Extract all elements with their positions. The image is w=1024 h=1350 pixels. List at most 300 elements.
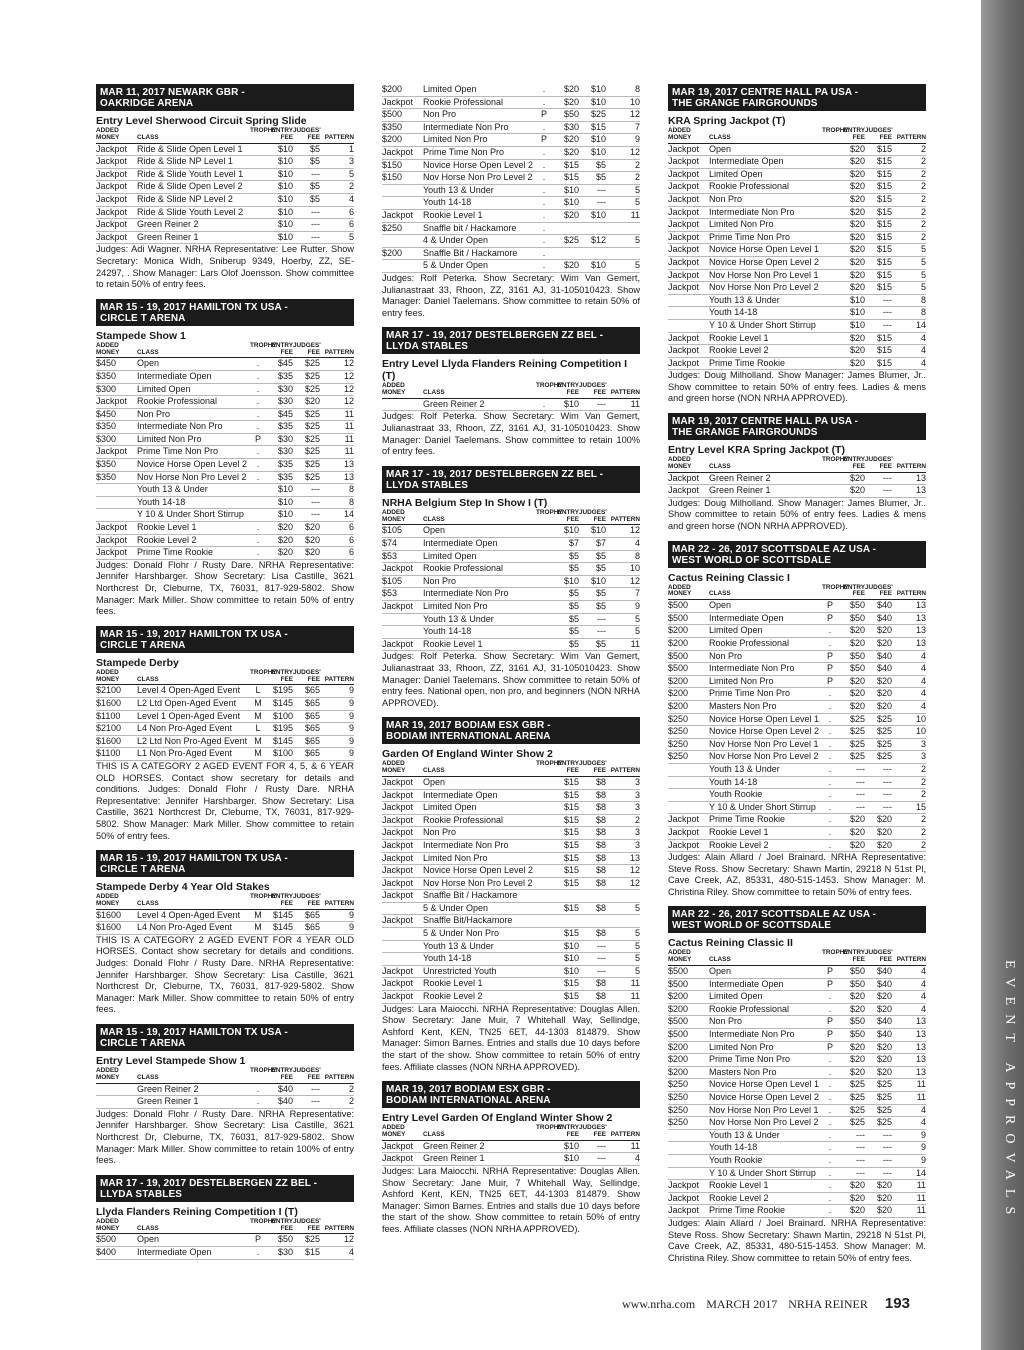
- trophy-cell: [250, 181, 266, 194]
- header-cell: CLASS: [709, 135, 822, 143]
- header-cell: FEE: [293, 350, 320, 358]
- table-row: [668, 814, 926, 827]
- header-cell: PATTERN: [606, 517, 640, 525]
- page-number: 193: [884, 1295, 910, 1312]
- class-name-cell: Open: [709, 600, 822, 613]
- header-cell: CLASS: [423, 517, 536, 525]
- table-row: [668, 193, 926, 206]
- table-row: [668, 168, 926, 181]
- pattern-cell: 11: [892, 1180, 926, 1193]
- judges-fee-cell: $15: [865, 244, 892, 257]
- entry-fee-cell: ---: [838, 1142, 865, 1155]
- table-row: [668, 307, 926, 320]
- class-name-cell: Youth 14-18: [423, 626, 536, 639]
- class-name-cell: Youth 13 & Under: [137, 484, 250, 497]
- entry-fee-cell: $10: [838, 294, 865, 307]
- trophy-cell: [536, 877, 552, 890]
- pattern-cell: 3: [606, 789, 640, 802]
- header-cell: ENTRY: [271, 127, 293, 134]
- trophy-cell: [536, 953, 552, 966]
- judges-fee-cell: $25: [293, 370, 320, 383]
- event-header: [668, 84, 926, 111]
- header-cell: ADDED: [668, 456, 691, 464]
- header-cell: ADDED: [96, 341, 119, 349]
- class-table: [96, 1219, 354, 1260]
- added-money-cell: Jackpot: [668, 143, 709, 156]
- judges-fee-cell: ---: [579, 184, 606, 197]
- header-cell: ADDED: [668, 949, 691, 957]
- trophy-cell: .: [536, 209, 552, 222]
- trophy-cell: .: [822, 814, 838, 827]
- trophy-cell: [822, 294, 838, 307]
- table-row: [668, 1205, 926, 1218]
- class-name-cell: Masters Non Pro: [709, 1066, 822, 1079]
- header-cell: FEE: [293, 901, 320, 909]
- added-money-cell: [382, 235, 423, 248]
- added-money-cell: Jackpot: [382, 965, 423, 978]
- added-money-cell: $500: [382, 109, 423, 122]
- judges-fee-cell: ---: [865, 776, 892, 789]
- event-header-line: MAR 17 - 19, 2017 DESTELBERGEN ZZ BEL -: [386, 330, 604, 342]
- trophy-cell: .: [822, 789, 838, 802]
- added-money-cell: Jackpot: [382, 638, 423, 651]
- entry-fee-cell: $10: [266, 509, 293, 522]
- judges-fee-cell: $25: [293, 446, 320, 459]
- table-row: [382, 991, 640, 1004]
- class-name-cell: Non Pro: [423, 827, 536, 840]
- trophy-cell: [822, 269, 838, 282]
- trophy-cell: P: [822, 1016, 838, 1029]
- class-name-cell: Nov Horse Non Pro Level 2: [709, 282, 822, 295]
- header-cell: TROPHY: [536, 1124, 563, 1132]
- event-header: [96, 850, 354, 877]
- entry-fee-cell: $20: [838, 231, 865, 244]
- trophy-cell: .: [822, 1104, 838, 1117]
- header-cell: PATTERN: [320, 677, 354, 685]
- table-row: [382, 209, 640, 222]
- pattern-cell: [606, 890, 640, 903]
- judges-fee-cell: $20: [865, 675, 892, 688]
- judges-fee-cell: $25: [293, 358, 320, 371]
- table-row: [668, 1029, 926, 1042]
- pattern-cell: 9: [892, 1129, 926, 1142]
- table-row: [96, 1083, 354, 1096]
- class-name-cell: Youth 13 & Under: [423, 940, 536, 953]
- header-cell: CLASS: [137, 1075, 250, 1083]
- class-name-cell: Intermediate Open: [709, 612, 822, 625]
- header-cell: FEE: [293, 677, 320, 685]
- trophy-cell: M: [250, 922, 266, 935]
- event-block: [668, 906, 926, 1264]
- class-name-cell: Intermediate Open: [137, 370, 250, 383]
- class-name-cell: 5 & Under Open: [423, 260, 536, 273]
- event-notes: THIS IS A CATEGORY 2 AGED EVENT FOR 4 YEAR OLD HORSES. Contact show secretary for details and conditions. Judges: Donald Flohr / Rusty Dare. NRHA Representative: Jennifer Harshbarger. Show Secretary: Lisa Castille, 3621 Northcrest Dr, Cleburne, TX, 76031, 817-929-5802. Show Manager: Mark Miller. Show committee to retain 50% of entry fees.: [96, 934, 354, 1015]
- class-name-cell: Rookie Level 2: [137, 534, 250, 547]
- judges-fee-cell: $15: [865, 332, 892, 345]
- table-row: [382, 789, 640, 802]
- entry-fee-cell: $5: [552, 638, 579, 651]
- class-name-cell: Green Reiner 2: [137, 1083, 250, 1096]
- judges-fee-cell: $20: [865, 814, 892, 827]
- table-row: [668, 826, 926, 839]
- judges-fee-cell: ---: [865, 789, 892, 802]
- header-cell: CLASS: [709, 957, 822, 965]
- table-row: [668, 332, 926, 345]
- added-money-cell: Jackpot: [382, 991, 423, 1004]
- judges-fee-cell: $15: [865, 345, 892, 358]
- trophy-cell: [822, 244, 838, 257]
- entry-fee-cell: $20: [838, 345, 865, 358]
- table-row: [96, 193, 354, 206]
- pattern-cell: [606, 222, 640, 235]
- table-row: [382, 902, 640, 915]
- event-notes: Judges: Adi Wagner. NRHA Representative: Lee Rutter. Show Secretary: Monica Widh, Sniberup 9349, Hoerby, ZZ, SE-24297, . Show Manager: Lars Olof Joensson. Show committee to retain 50% of entry fees.: [96, 244, 354, 290]
- entry-fee-cell: $10: [552, 184, 579, 197]
- event-header-line: LLYDA STABLES: [386, 341, 469, 353]
- entry-fee-cell: $20: [838, 181, 865, 194]
- trophy-cell: [536, 776, 552, 789]
- entry-fee-cell: $20: [838, 282, 865, 295]
- entry-fee-cell: $10: [838, 319, 865, 332]
- pattern-cell: 9: [892, 1142, 926, 1155]
- class-name-cell: Green Reiner 1: [137, 231, 250, 244]
- event-notes: Judges: Alain Allard / Joel Brainard. NRHA Representative: Steve Ross. Show Secretary: Shawn Martin, 29218 N 51st Pl, Cave Creek, AZ, 85331, 480-515-1453. Show Manager: M. Christina Riley. Show committee to retain 50% of entry fees.: [668, 852, 926, 897]
- added-money-cell: Jackpot: [382, 978, 423, 991]
- event-header: [382, 327, 640, 354]
- entry-fee-cell: $10: [838, 307, 865, 320]
- pattern-cell: 13: [892, 472, 926, 485]
- table-row: [382, 601, 640, 614]
- added-money-cell: Jackpot: [382, 890, 423, 903]
- added-money-cell: $1100: [96, 748, 137, 761]
- class-name-cell: Intermediate Non Pro: [423, 588, 536, 601]
- entry-fee-cell: $20: [838, 688, 865, 701]
- entry-fee-cell: $5: [552, 601, 579, 614]
- judges-fee-cell: $15: [865, 143, 892, 156]
- table-row: [96, 370, 354, 383]
- judges-fee-cell: $65: [293, 710, 320, 723]
- event-header-line: LLYDA STABLES: [386, 479, 469, 491]
- header-cell: MONEY: [382, 1132, 423, 1140]
- class-name-cell: Nov Horse Non Pro Level 1: [709, 269, 822, 282]
- added-money-cell: [382, 197, 423, 210]
- pattern-cell: 4: [892, 332, 926, 345]
- entry-fee-cell: $10: [266, 206, 293, 219]
- header-cell: FEE: [579, 517, 606, 525]
- pattern-cell: 2: [892, 156, 926, 169]
- added-money-cell: [382, 902, 423, 915]
- table-row: [668, 357, 926, 370]
- added-money-cell: $200: [668, 991, 709, 1004]
- added-money-cell: Jackpot: [668, 485, 709, 498]
- header-cell: JUDGES': [579, 760, 607, 768]
- header-cell: ENTRY: [271, 1217, 293, 1225]
- added-money-cell: $200: [668, 688, 709, 701]
- event-header-line: MAR 11, 2017 NEWARK GBR -: [100, 87, 245, 98]
- class-name-cell: Open: [137, 358, 250, 371]
- entry-fee-cell: ---: [838, 776, 865, 789]
- class-name-cell: Intermediate Non Pro: [709, 206, 822, 219]
- class-name-cell: Green Reiner 1: [137, 1096, 250, 1109]
- trophy-cell: [822, 156, 838, 169]
- event-notes: Judges: Rolf Peterka. Show Secretary: Wim Van Gemert, Julianastraat 33, Rhoon, ZZ, 3161 AJ, 31-105010423. Show Manager: Daniel Taelemans. Show committee to retain 50% of entry fees.: [382, 272, 640, 318]
- class-name-cell: Masters Non Pro: [709, 700, 822, 713]
- pattern-cell: 1: [320, 143, 354, 156]
- header-cell: [536, 768, 552, 776]
- judges-fee-cell: $8: [579, 789, 606, 802]
- pattern-cell: [606, 915, 640, 928]
- pattern-cell: 11: [320, 421, 354, 434]
- added-money-cell: [382, 398, 423, 411]
- table-row: [668, 1054, 926, 1067]
- pattern-cell: 2: [606, 172, 640, 185]
- class-table: [96, 128, 354, 244]
- added-money-cell: Jackpot: [382, 915, 423, 928]
- header-cell: FEE: [552, 768, 579, 776]
- header-cell: CLASS: [423, 390, 536, 398]
- header-cell: FEE: [266, 350, 293, 358]
- column-3: [668, 84, 926, 1272]
- table-row: [382, 563, 640, 576]
- entry-fee-cell: $25: [838, 751, 865, 764]
- pattern-cell: 13: [892, 485, 926, 498]
- pattern-cell: 13: [892, 1054, 926, 1067]
- pattern-cell: 2: [892, 789, 926, 802]
- class-name-cell: Intermediate Non Pro: [423, 121, 536, 134]
- header-cell: ENTRY: [557, 1124, 579, 1132]
- entry-fee-cell: $15: [552, 789, 579, 802]
- header-cell: PATTERN: [320, 135, 354, 143]
- judges-fee-cell: $65: [293, 723, 320, 736]
- table-row: [668, 713, 926, 726]
- entry-fee-cell: $20: [838, 244, 865, 257]
- judges-fee-cell: $8: [579, 814, 606, 827]
- entry-fee-cell: $20: [838, 1205, 865, 1218]
- trophy-cell: [536, 940, 552, 953]
- class-table: [382, 1125, 640, 1166]
- added-money-cell: $53: [382, 550, 423, 563]
- class-name-cell: Limited Open: [709, 991, 822, 1004]
- trophy-cell: L: [250, 685, 266, 698]
- header-cell: ENTRY: [271, 668, 293, 676]
- trophy-cell: [536, 802, 552, 815]
- judges-fee-cell: $5: [579, 601, 606, 614]
- class-name-cell: Prime Time Rookie: [137, 547, 250, 560]
- trophy-cell: [536, 928, 552, 941]
- entry-fee-cell: $20: [838, 675, 865, 688]
- pattern-cell: 5: [892, 269, 926, 282]
- pattern-cell: 15: [892, 801, 926, 814]
- pattern-cell: 11: [320, 408, 354, 421]
- judges-fee-cell: ---: [865, 801, 892, 814]
- table-row: [668, 776, 926, 789]
- trophy-cell: [250, 193, 266, 206]
- pattern-cell: 11: [606, 638, 640, 651]
- added-money-cell: Jackpot: [382, 146, 423, 159]
- trophy-cell: P: [822, 1029, 838, 1042]
- table-row: [96, 909, 354, 922]
- judges-fee-cell: $5: [293, 181, 320, 194]
- entry-fee-cell: $20: [838, 269, 865, 282]
- table-header-row: [96, 1226, 354, 1234]
- trophy-cell: [822, 307, 838, 320]
- pattern-cell: 2: [892, 181, 926, 194]
- table-row: [96, 143, 354, 156]
- class-table: [382, 510, 640, 652]
- event-block: [382, 466, 640, 710]
- entry-fee-cell: $40: [266, 1096, 293, 1109]
- trophy-cell: .: [822, 1066, 838, 1079]
- event-header: [96, 1175, 354, 1202]
- pattern-cell: 11: [606, 978, 640, 991]
- table-row: [668, 600, 926, 613]
- added-money-cell: $250: [668, 726, 709, 739]
- header-cell: TROPHY: [822, 949, 849, 957]
- added-money-cell: Jackpot: [96, 396, 137, 409]
- added-money-cell: $350: [96, 459, 137, 472]
- class-name-cell: Rookie Level 1: [709, 1180, 822, 1193]
- table-row: [96, 446, 354, 459]
- trophy-cell: [250, 168, 266, 181]
- added-money-cell: Jackpot: [668, 269, 709, 282]
- trophy-cell: .: [822, 1180, 838, 1193]
- entry-fee-cell: $20: [838, 256, 865, 269]
- table-row: [668, 1104, 926, 1117]
- judges-fee-cell: ---: [865, 472, 892, 485]
- class-name-cell: Limited Non Pro: [423, 852, 536, 865]
- judges-fee-cell: ---: [865, 1167, 892, 1180]
- pattern-cell: 4: [892, 966, 926, 979]
- class-name-cell: Rookie Level 2: [709, 1192, 822, 1205]
- event-block: [382, 84, 640, 319]
- class-name-cell: Youth 14-18: [709, 1142, 822, 1155]
- judges-fee-cell: $10: [579, 575, 606, 588]
- event-header: [382, 1081, 640, 1108]
- event-block: [96, 850, 354, 1016]
- pattern-cell: 7: [606, 121, 640, 134]
- added-money-cell: $500: [668, 978, 709, 991]
- added-money-cell: $500: [96, 1234, 137, 1247]
- table-row: [668, 638, 926, 651]
- header-cell: MONEY: [96, 135, 137, 143]
- trophy-cell: .: [536, 84, 552, 96]
- header-cell: CLASS: [137, 350, 250, 358]
- trophy-cell: [536, 978, 552, 991]
- header-cell: JUDGES': [579, 508, 607, 516]
- judges-fee-cell: $10: [579, 84, 606, 96]
- judges-fee-cell: [579, 915, 606, 928]
- pattern-cell: 6: [320, 522, 354, 535]
- judges-fee-cell: $15: [865, 206, 892, 219]
- entry-fee-cell: ---: [838, 1167, 865, 1180]
- trophy-cell: [536, 613, 552, 626]
- judges-fee-cell: $25: [865, 726, 892, 739]
- added-money-cell: $350: [96, 421, 137, 434]
- table-row: [382, 84, 640, 96]
- entry-fee-cell: $20: [552, 146, 579, 159]
- class-name-cell: Green Reiner 2: [423, 398, 536, 411]
- class-name-cell: Rookie Level 2: [423, 991, 536, 1004]
- table-row: [668, 675, 926, 688]
- entry-fee-cell: $5: [552, 613, 579, 626]
- entry-fee-cell: $25: [838, 1117, 865, 1130]
- added-money-cell: Jackpot: [382, 877, 423, 890]
- table-header-row: [668, 135, 926, 143]
- trophy-cell: [536, 852, 552, 865]
- judges-fee-cell: ---: [579, 398, 606, 411]
- judges-fee-cell: $25: [293, 433, 320, 446]
- pattern-cell: 2: [892, 206, 926, 219]
- entry-fee-cell: $10: [552, 1140, 579, 1153]
- class-name-cell: Limited Open: [709, 625, 822, 638]
- column-2: [382, 84, 640, 1244]
- pattern-cell: 10: [892, 726, 926, 739]
- table-row: [382, 172, 640, 185]
- added-money-cell: $1600: [96, 697, 137, 710]
- added-money-cell: Jackpot: [382, 865, 423, 878]
- added-money-cell: [668, 801, 709, 814]
- header-cell: FEE: [266, 901, 293, 909]
- added-money-cell: [668, 307, 709, 320]
- header-cell: TROPHY: [250, 1067, 277, 1075]
- trophy-cell: [822, 345, 838, 358]
- entry-fee-cell: $35: [266, 421, 293, 434]
- header-cell: PATTERN: [892, 957, 926, 965]
- trophy-cell: .: [822, 839, 838, 852]
- header-cell: [536, 1132, 552, 1140]
- added-money-cell: Jackpot: [382, 852, 423, 865]
- trophy-cell: .: [822, 1079, 838, 1092]
- table-row: [668, 282, 926, 295]
- table-row: [668, 181, 926, 194]
- header-cell: JUDGES': [579, 1124, 607, 1132]
- trophy-cell: [536, 839, 552, 852]
- entry-fee-cell: $50: [838, 978, 865, 991]
- event-notes: Judges: Alain Allard / Joel Brainard. NRHA Representative: Steve Ross. Show Secretary: Shawn Martin, 29218 N 51st Pl, Cave Creek, AZ, 85331, 480-515-1453. Show Manager: M. Christina Riley. Show committee to retain 50% of entry fees.: [668, 1217, 926, 1263]
- table-row: [96, 922, 354, 935]
- header-cell: FEE: [266, 1075, 293, 1083]
- entry-fee-cell: $20: [838, 839, 865, 852]
- event-header-line: MAR 15 - 19, 2017 HAMILTON TX USA -: [100, 853, 288, 865]
- judges-fee-cell: $20: [865, 688, 892, 701]
- trophy-cell: [822, 282, 838, 295]
- event-title: Llyda Flanders Reining Competition I (T): [96, 1205, 298, 1218]
- event-title: Entry Level Llyda Flanders Reining Competition I (T): [382, 358, 628, 383]
- judges-fee-cell: ---: [293, 1096, 320, 1109]
- event-header-line: CIRCLE T ARENA: [100, 1038, 186, 1050]
- entry-fee-cell: $50: [266, 1234, 293, 1247]
- class-name-cell: Limited Open: [423, 802, 536, 815]
- header-cell: ENTRY: [557, 508, 579, 516]
- pattern-cell: 4: [892, 1117, 926, 1130]
- added-money-cell: $150: [382, 172, 423, 185]
- pattern-cell: 11: [606, 209, 640, 222]
- header-cell: TROPHY: [250, 127, 277, 134]
- pattern-cell: 3: [606, 839, 640, 852]
- entry-fee-cell: $20: [838, 472, 865, 485]
- judges-fee-cell: ---: [865, 1142, 892, 1155]
- class-name-cell: Youth 13 & Under: [709, 294, 822, 307]
- pattern-cell: 8: [606, 550, 640, 563]
- header-cell: MONEY: [382, 517, 423, 525]
- pattern-cell: 9: [320, 909, 354, 922]
- table-row: [668, 485, 926, 498]
- header-cell: [250, 677, 266, 685]
- table-row: [96, 408, 354, 421]
- header-cell: FEE: [579, 390, 606, 398]
- event-header-line: THE GRANGE FAIRGROUNDS: [672, 98, 818, 109]
- pattern-cell: 12: [606, 525, 640, 538]
